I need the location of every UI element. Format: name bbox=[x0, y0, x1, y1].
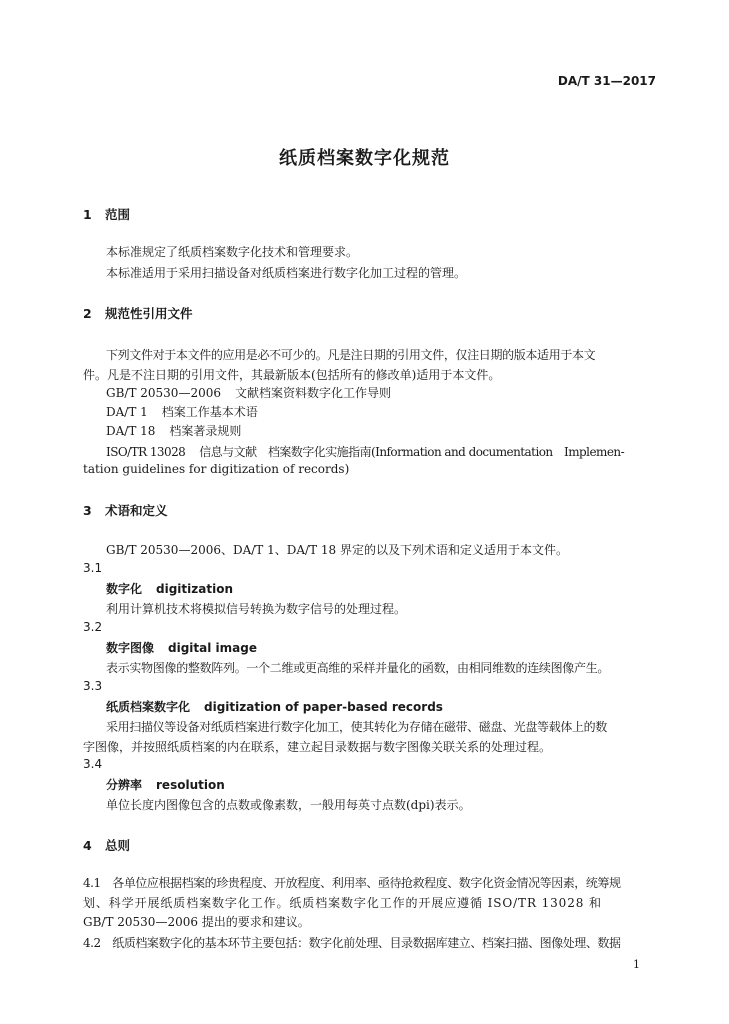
term-number: 3.3 bbox=[83, 679, 103, 693]
term-zh: 数字化 bbox=[106, 582, 143, 596]
section-number: 3 bbox=[83, 503, 92, 518]
paragraph: GB/T 20530—2006、DA/T 1、DA/T 18 界定的以及下列术语和定义适用于本文件。 bbox=[106, 543, 568, 557]
reference-title: 档案著录规则 bbox=[169, 424, 242, 438]
term-definition: 表示实物图像的整数阵列。一个二维或更高维的采样并量化的函数，由相同维数的连续图像产生。 bbox=[106, 661, 610, 675]
reference-code: DA/T 18 bbox=[106, 424, 156, 438]
paragraph: 本标准规定了纸质档案数字化技术和管理要求。 bbox=[106, 245, 359, 259]
reference-title: 文献档案资料数字化工作导则 bbox=[234, 386, 391, 400]
term-zh: 数字图像 bbox=[106, 641, 155, 655]
paragraph: 件。凡是不注日期的引用文件，其最新版本(包括所有的修改单)适用于本文件。 bbox=[83, 368, 501, 382]
reference-continuation: tation guidelines for digitization of records) bbox=[83, 462, 350, 476]
clause: 4.2 纸质档案数字化的基本环节主要包括：数字化前处理、目录数据库建立、档案扫描、图像处理、数据 bbox=[83, 936, 621, 950]
section-title: 总则 bbox=[105, 838, 131, 853]
term-heading bbox=[106, 698, 443, 715]
section-title: 规范性引用文件 bbox=[105, 306, 193, 321]
term-zh: 分辨率 bbox=[106, 778, 143, 792]
term-en: resolution bbox=[156, 778, 225, 792]
section-title: 术语和定义 bbox=[105, 503, 168, 518]
page-number: 1 bbox=[633, 958, 640, 971]
clause-continuation: 划、科学开展纸质档案数字化工作。纸质档案数字化工作的开展应遵循 ISO/TR 13028 和 bbox=[83, 896, 602, 910]
document-title: 纸质档案数字化规范 bbox=[279, 148, 450, 169]
term-definition-continuation: 字图像，并按照纸质档案的内在联系，建立起目录数据与数字图像关联关系的处理过程。 bbox=[83, 740, 552, 754]
reference-item bbox=[106, 422, 241, 439]
term-heading bbox=[106, 639, 257, 656]
paragraph: 下列文件对于本文件的应用是必不可少的。凡是注日期的引用文件，仅注日期的版本适用于本文 bbox=[106, 348, 596, 362]
term-number: 3.1 bbox=[83, 561, 103, 575]
reference-title: 信息与文献 档案数字化实施指南(Information and documentation Implemen- bbox=[199, 445, 625, 459]
reference-item bbox=[106, 403, 258, 420]
term-en: digital image bbox=[168, 641, 257, 655]
section-4-heading bbox=[83, 836, 130, 854]
section-2-heading bbox=[83, 304, 193, 322]
term-number: 3.4 bbox=[83, 757, 103, 771]
reference-title: 档案工作基本术语 bbox=[161, 405, 258, 419]
section-number: 4 bbox=[83, 838, 92, 853]
reference-item bbox=[106, 443, 624, 460]
term-definition: 单位长度内图像包含的点数或像素数，一般用每英寸点数(dpi)表示。 bbox=[106, 798, 471, 812]
term-en: digitization bbox=[156, 582, 233, 596]
clause: 4.1 各单位应根据档案的珍贵程度、开放程度、利用率、亟待抢救程度、数字化资金情况等因素，统筹规 bbox=[83, 876, 621, 890]
term-heading bbox=[106, 580, 233, 597]
section-number: 1 bbox=[83, 207, 92, 222]
section-1-heading bbox=[83, 205, 130, 223]
reference-code: ISO/TR 13028 bbox=[106, 445, 186, 459]
term-definition: 采用扫描仪等设备对纸质档案进行数字化加工，使其转化为存储在磁带、磁盘、光盘等载体上的数 bbox=[106, 720, 607, 734]
clause-continuation: GB/T 20530—2006 提出的要求和建议。 bbox=[83, 915, 310, 929]
section-title: 范围 bbox=[105, 207, 131, 222]
paragraph: 本标准适用于采用扫描设备对纸质档案进行数字化加工过程的管理。 bbox=[106, 266, 467, 280]
term-number: 3.2 bbox=[83, 620, 103, 634]
reference-code: DA/T 1 bbox=[106, 405, 148, 419]
standard-code: DA/T 31—2017 bbox=[557, 74, 656, 88]
term-definition: 利用计算机技术将模拟信号转换为数字信号的处理过程。 bbox=[106, 602, 407, 616]
term-en: digitization of paper-based records bbox=[204, 700, 443, 714]
reference-item bbox=[106, 384, 391, 401]
section-number: 2 bbox=[83, 306, 92, 321]
term-zh: 纸质档案数字化 bbox=[106, 700, 191, 714]
term-heading bbox=[106, 776, 225, 793]
reference-code: GB/T 20530—2006 bbox=[106, 386, 221, 400]
section-3-heading bbox=[83, 501, 168, 519]
